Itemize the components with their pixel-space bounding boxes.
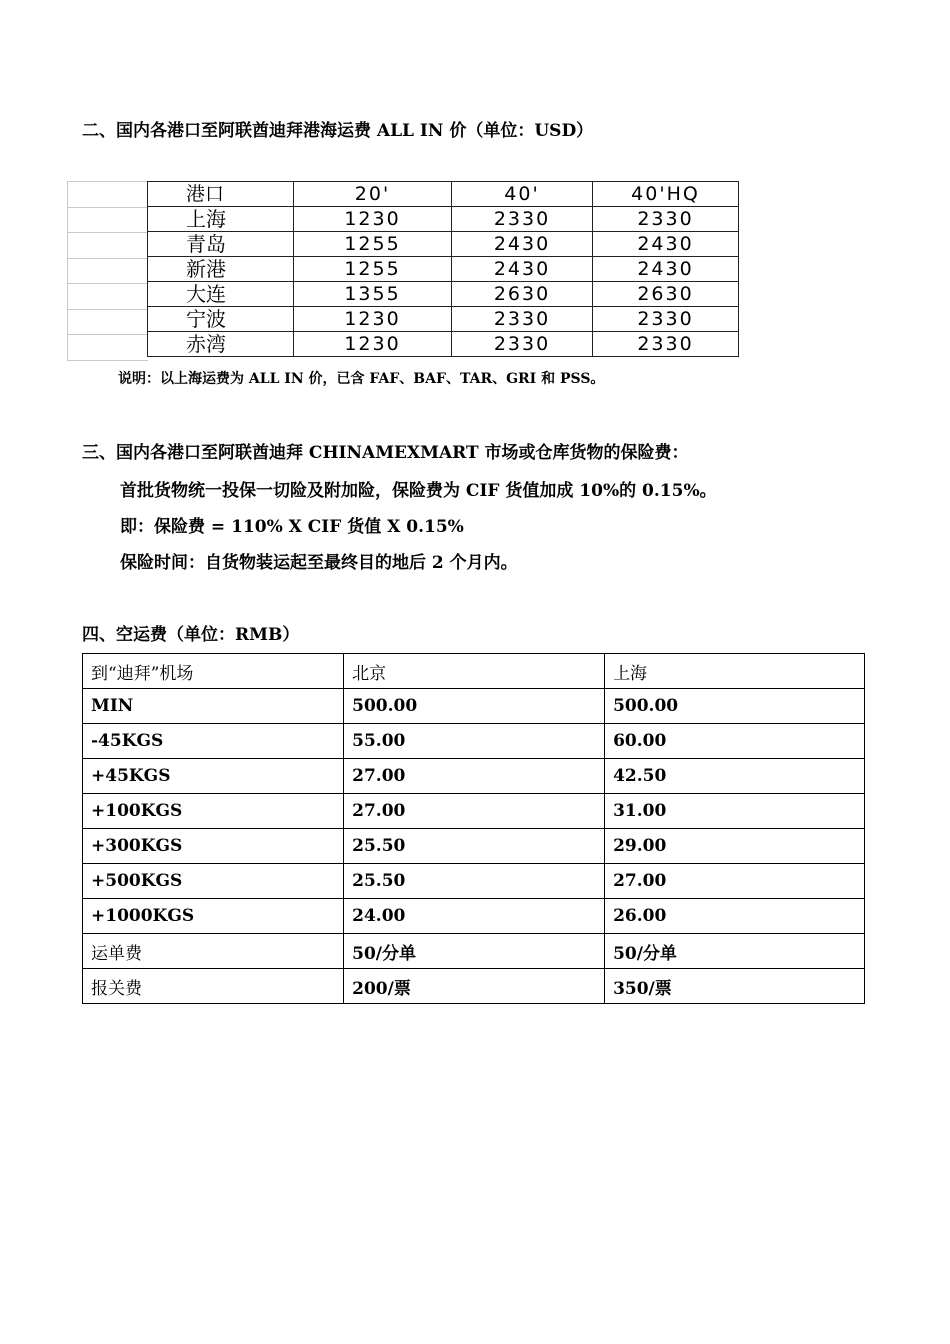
rate-shanghai: 29.00 [605, 829, 865, 864]
sea-table-empty-grid [67, 181, 148, 361]
header-beijing: 北京 [344, 654, 605, 689]
rate-20: 1355 [294, 282, 452, 307]
rate-40: 2330 [452, 207, 593, 232]
weight-tier: +1000KGS [83, 899, 344, 934]
fee-name: 报关费 [83, 969, 344, 1004]
rate-beijing: 500.00 [344, 689, 605, 724]
weight-tier: +300KGS [83, 829, 344, 864]
rate-beijing: 55.00 [344, 724, 605, 759]
rate-40: 2330 [452, 332, 593, 357]
rate-shanghai: 26.00 [605, 899, 865, 934]
fee-name: 运单费 [83, 934, 344, 969]
port-name: 大连 [148, 282, 294, 307]
rate-beijing: 25.50 [344, 864, 605, 899]
section4-heading: 四、空运费（单位：RMB） [82, 625, 300, 645]
air-freight-table [82, 653, 865, 1004]
insurance-line-2: 即：保险费 = 110% X CIF 货值 X 0.15% [120, 517, 464, 537]
rate-beijing: 24.00 [344, 899, 605, 934]
section2-heading: 二、国内各港口至阿联酋迪拜港海运费 ALL IN 价（单位：USD） [82, 121, 594, 141]
header-40hq: 40'HQ [593, 182, 739, 207]
rate-shanghai: 60.00 [605, 724, 865, 759]
rate-shanghai: 50/分单 [605, 934, 865, 969]
rate-beijing: 27.00 [344, 794, 605, 829]
table-header-row [148, 182, 739, 207]
rate-40: 2630 [452, 282, 593, 307]
weight-tier: +45KGS [83, 759, 344, 794]
rate-beijing: 27.00 [344, 759, 605, 794]
table-row [83, 724, 865, 759]
rate-40hq: 2630 [593, 282, 739, 307]
table-row [83, 794, 865, 829]
table-row [83, 899, 865, 934]
port-name: 宁波 [148, 307, 294, 332]
rate-shanghai: 350/票 [605, 969, 865, 1004]
table-row [83, 689, 865, 724]
rate-shanghai: 42.50 [605, 759, 865, 794]
rate-20: 1255 [294, 257, 452, 282]
header-destination: 到“迪拜”机场 [83, 654, 344, 689]
weight-tier: MIN [83, 689, 344, 724]
header-port: 港口 [148, 182, 294, 207]
rate-40: 2330 [452, 307, 593, 332]
sea-freight-note: 说明：以上海运费为 ALL IN 价，已含 FAF、BAF、TAR、GRI 和 PSS。 [118, 371, 605, 387]
rate-shanghai: 31.00 [605, 794, 865, 829]
table-row [83, 829, 865, 864]
insurance-line-1: 首批货物统一投保一切险及附加险，保险费为 CIF 货值加成 10%的 0.15%。 [120, 481, 717, 501]
sea-freight-table-image [67, 181, 739, 361]
rate-20: 1255 [294, 232, 452, 257]
table-header-row [83, 654, 865, 689]
rate-40hq: 2330 [593, 207, 739, 232]
table-row [148, 282, 739, 307]
table-row [148, 207, 739, 232]
insurance-line-3: 保险时间：自货物装运起至最终目的地后 2 个月内。 [120, 553, 518, 573]
rate-shanghai: 27.00 [605, 864, 865, 899]
table-row [148, 232, 739, 257]
port-name: 青岛 [148, 232, 294, 257]
weight-tier: +500KGS [83, 864, 344, 899]
rate-20: 1230 [294, 307, 452, 332]
table-row [83, 934, 865, 969]
table-row [148, 257, 739, 282]
rate-40: 2430 [452, 232, 593, 257]
rate-20: 1230 [294, 207, 452, 232]
section3-heading: 三、国内各港口至阿联酋迪拜 CHINAMEXMART 市场或仓库货物的保险费： [82, 443, 689, 463]
rate-beijing: 200/票 [344, 969, 605, 1004]
weight-tier: +100KGS [83, 794, 344, 829]
rate-40hq: 2330 [593, 332, 739, 357]
header-20: 20' [294, 182, 452, 207]
port-name: 新港 [148, 257, 294, 282]
rate-40: 2430 [452, 257, 593, 282]
table-row [148, 307, 739, 332]
table-row [83, 759, 865, 794]
sea-freight-table [147, 181, 739, 357]
rate-shanghai: 500.00 [605, 689, 865, 724]
port-name: 赤湾 [148, 332, 294, 357]
table-row [83, 969, 865, 1004]
header-40: 40' [452, 182, 593, 207]
rate-20: 1230 [294, 332, 452, 357]
rate-40hq: 2430 [593, 232, 739, 257]
rate-40hq: 2330 [593, 307, 739, 332]
rate-beijing: 25.50 [344, 829, 605, 864]
table-row [148, 332, 739, 357]
rate-beijing: 50/分单 [344, 934, 605, 969]
header-shanghai: 上海 [605, 654, 865, 689]
table-row [83, 864, 865, 899]
port-name: 上海 [148, 207, 294, 232]
weight-tier: -45KGS [83, 724, 344, 759]
rate-40hq: 2430 [593, 257, 739, 282]
